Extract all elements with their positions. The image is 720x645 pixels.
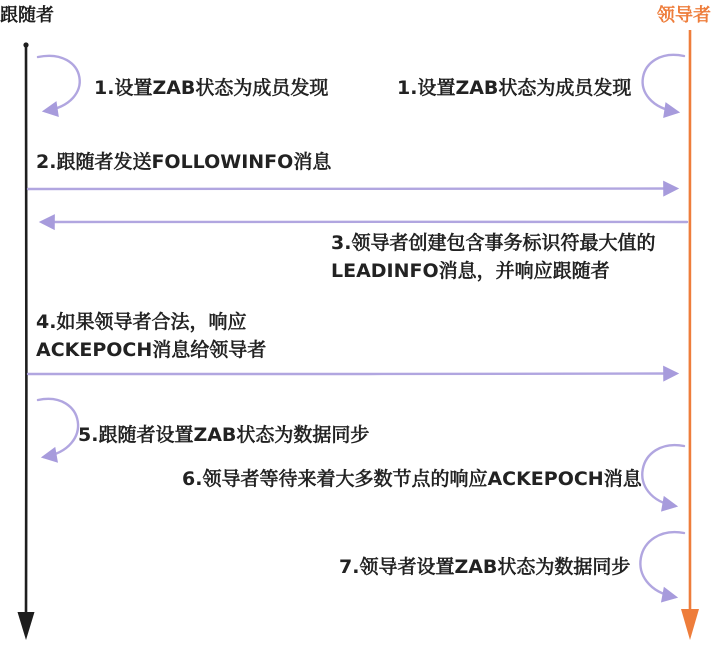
- message-6-label: 6.领导者等待来着大多数节点的响应ACKEPOCH消息: [182, 468, 642, 490]
- leader-lifeline-arrowhead: [681, 609, 699, 640]
- message-2-label: 2.跟随者发送FOLLOWINFO消息: [36, 151, 332, 173]
- message-4-arrow: [28, 374, 676, 375]
- follower-lifeline: [18, 42, 35, 640]
- message-3-arrow: [42, 222, 687, 223]
- leader-lifeline: [681, 30, 699, 640]
- self-loop-7-leader: [640, 532, 684, 597]
- follower-lifeline-arrowhead: [18, 612, 35, 640]
- self-loop-5-follower: [38, 399, 78, 457]
- participant-follower-label: 跟随者: [0, 5, 54, 26]
- message-3-label-line2: LEADINFO消息，并响应跟随者: [331, 260, 610, 282]
- self-loop-1-leader: [643, 55, 684, 112]
- message-4-label-line1: 4.如果领导者合法，响应: [36, 311, 247, 333]
- message-3-label: [331, 229, 655, 285]
- message-3-label-line1: 3.领导者创建包含事务标识符最大值的: [331, 232, 656, 254]
- message-4-label-line2: ACKEPOCH消息给领导者: [36, 339, 267, 361]
- message-4-label: [36, 308, 266, 364]
- self-loop-6-leader: [642, 445, 684, 506]
- message-2-arrow: [28, 189, 676, 190]
- message-7-label: 7.领导者设置ZAB状态为数据同步: [339, 556, 631, 578]
- message-5-label: 5.跟随者设置ZAB状态为数据同步: [78, 424, 370, 446]
- message-1-leader-label: 1.设置ZAB状态为成员发现: [397, 77, 632, 99]
- self-loop-1-follower: [38, 56, 80, 111]
- message-1-follower-label: 1.设置ZAB状态为成员发现: [94, 77, 329, 99]
- participant-leader-label: 领导者: [657, 5, 711, 26]
